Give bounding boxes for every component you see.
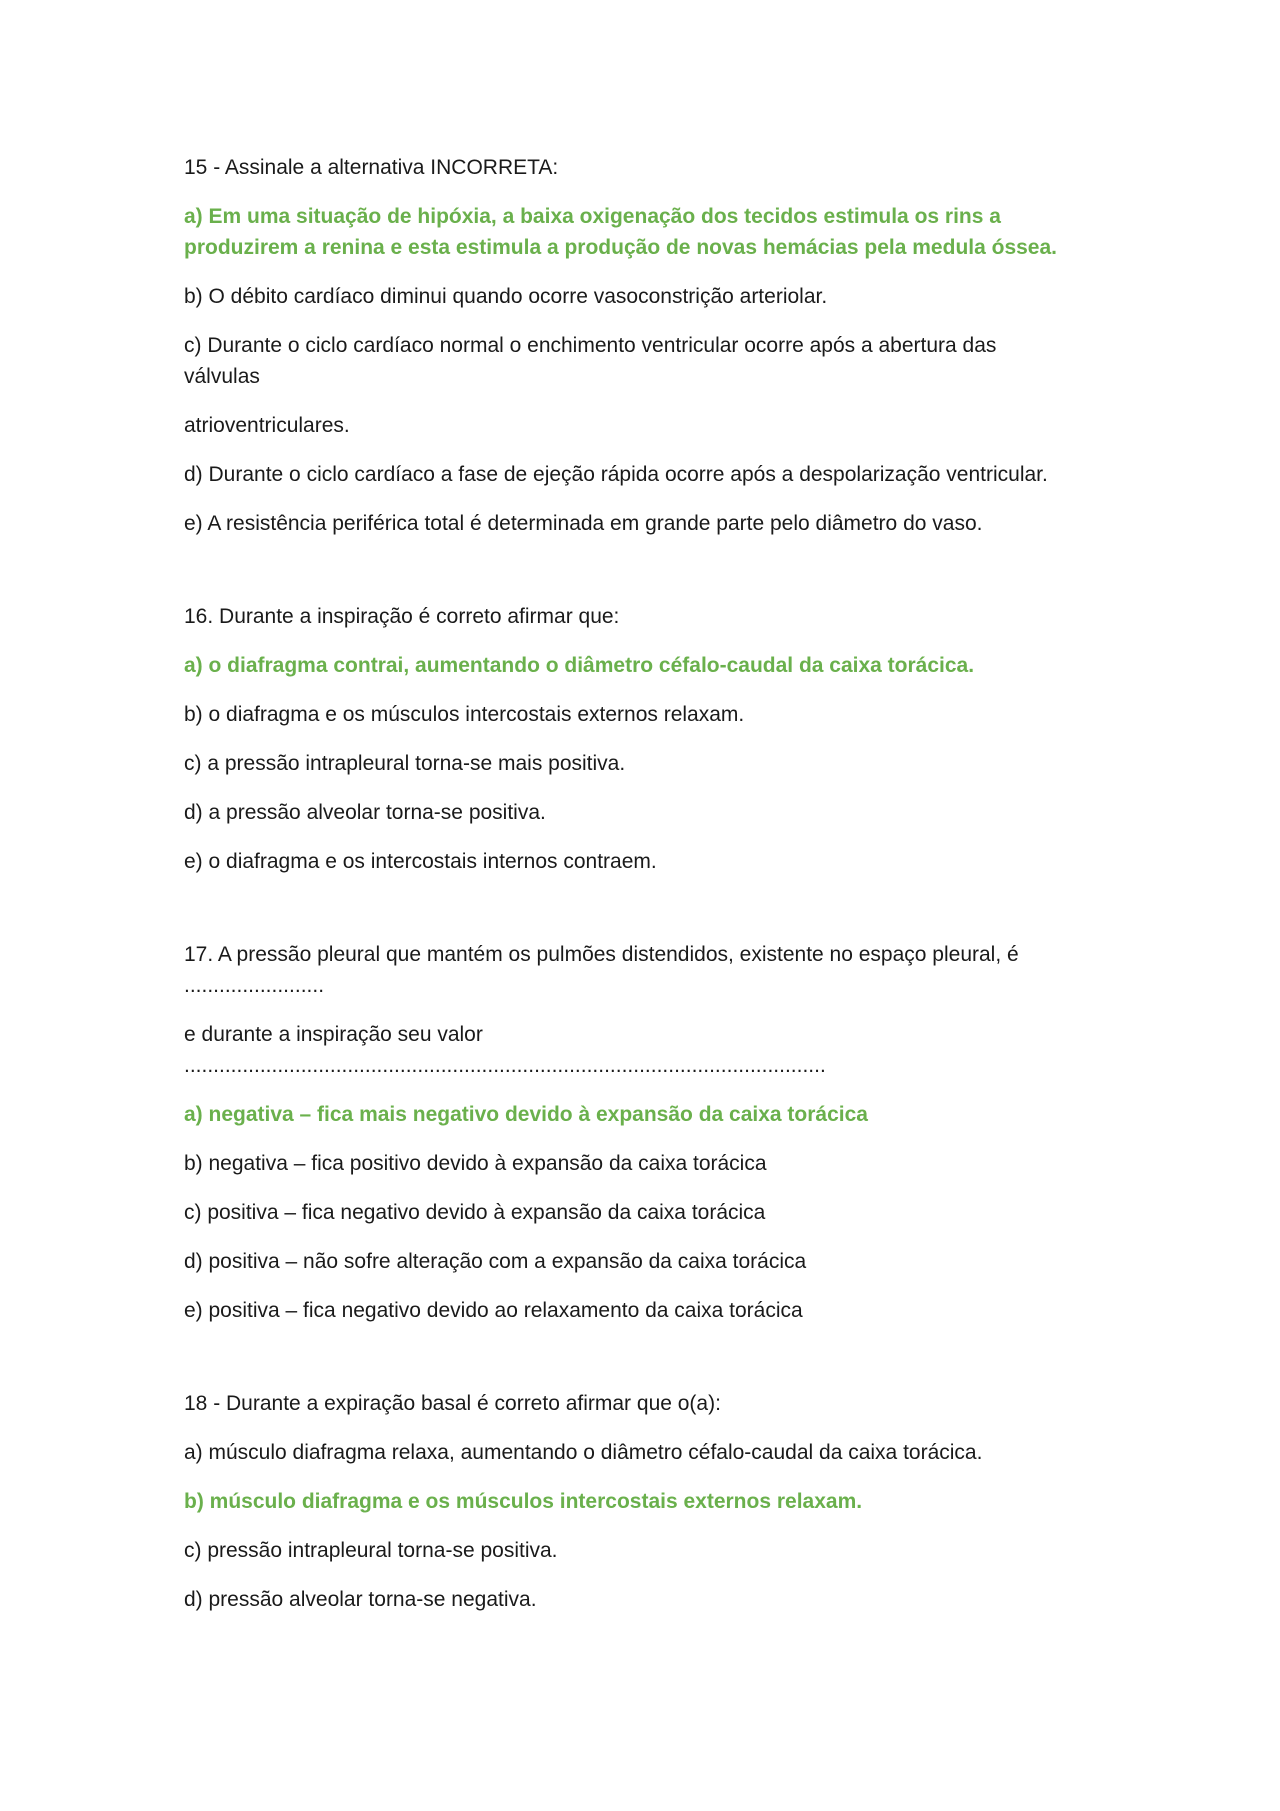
question-16-option-d: d) a pressão alveolar torna-se positiva. [184,801,546,824]
question-18-option-b: b) músculo diafragma e os músculos intercostais externos relaxam. [184,1490,863,1513]
question-15-option-c: c) Durante o ciclo cardíaco normal o enchimento ventricular ocorre após a abertura das válvulas [184,334,997,388]
question-16-option-b: b) o diafragma e os músculos intercostais externos relaxam. [184,703,745,726]
question-15-option-a: a) Em uma situação de hipóxia, a baixa oxigenação dos tecidos estimula os rins a produzirem a renina e esta estimula a produção de novas hemácias pela medula óssea. [184,205,1057,259]
question-17-option-c: c) positiva – fica negativo devido à expansão da caixa torácica [184,1201,766,1224]
question-18-option-d: d) pressão alveolar torna-se negativa. [184,1588,537,1611]
question-15-option-c-cont: atrioventriculares. [184,414,350,437]
question-16-prompt: 16. Durante a inspiração é correto afirmar que: [184,605,620,628]
question-15-prompt: 15 - Assinale a alternativa INCORRETA: [184,156,559,179]
question-16-option-e: e) o diafragma e os intercostais internos contraem. [184,850,657,873]
question-17-option-d: d) positiva – não sofre alteração com a expansão da caixa torácica [184,1250,807,1273]
question-15-option-b: b) O débito cardíaco diminui quando ocorre vasoconstrição arteriolar. [184,285,828,308]
question-17-option-a: a) negativa – fica mais negativo devido à expansão da caixa torácica [184,1103,868,1126]
question-17-option-e: e) positiva – fica negativo devido ao relaxamento da caixa torácica [184,1299,803,1322]
question-spacer [184,1344,1104,1388]
question-17-option-b: b) negativa – fica positivo devido à expansão da caixa torácica [184,1152,767,1175]
question-spacer [184,895,1104,939]
question-spacer [184,557,1104,601]
question-18-prompt: 18 - Durante a expiração basal é correto afirmar que o(a): [184,1392,721,1415]
question-15-option-e: e) A resistência periférica total é determinada em grande parte pelo diâmetro do vaso. [184,512,983,535]
question-17-prompt-cont: e durante a inspiração seu valor .............................................................................................................. [184,1023,826,1077]
question-16-option-c: c) a pressão intrapleural torna-se mais positiva. [184,752,626,775]
question-15-option-d: d) Durante o ciclo cardíaco a fase de ejeção rápida ocorre após a despolarização ventricular. [184,463,1048,486]
document-content [184,152,1104,1633]
question-16-option-a: a) o diafragma contrai, aumentando o diâmetro céfalo-caudal da caixa torácica. [184,654,975,677]
question-18-option-a: a) músculo diafragma relaxa, aumentando o diâmetro céfalo-caudal da caixa torácica. [184,1441,983,1464]
question-17-prompt: 17. A pressão pleural que mantém os pulmões distendidos, existente no espaço pleural, é ........................ [184,943,1019,997]
question-18-option-c: c) pressão intrapleural torna-se positiva. [184,1539,558,1562]
